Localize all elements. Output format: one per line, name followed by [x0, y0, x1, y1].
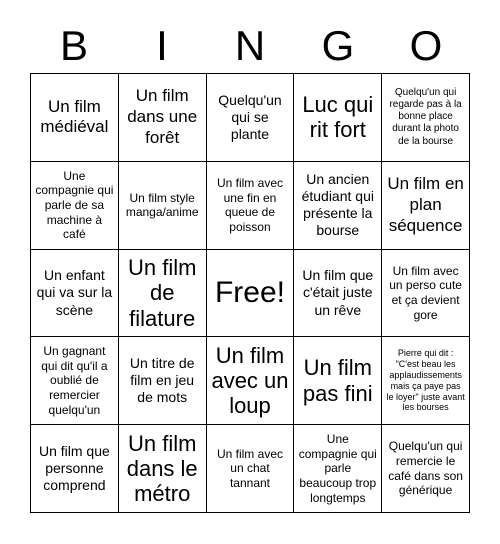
header-letter-b: B: [59, 22, 88, 69]
header-letter-o: O: [409, 22, 443, 69]
bingo-cell[interactable]: Un film avec un chat tannant: [207, 425, 295, 513]
bingo-cell[interactable]: Une compagnie qui parle de sa machine à café: [31, 162, 119, 250]
bingo-cell[interactable]: Luc qui rit fort: [294, 74, 382, 162]
bingo-cell[interactable]: Un enfant qui va sur la scène: [31, 250, 119, 338]
bingo-cell[interactable]: Quelqu'un qui regarde pas à la bonne place durant la photo de la bourse: [382, 74, 470, 162]
header-letter-i: I: [156, 22, 168, 69]
bingo-header: [30, 18, 470, 73]
bingo-cell[interactable]: Un film que c'était juste un rêve: [294, 250, 382, 338]
bingo-cell[interactable]: Un film en plan séquence: [382, 162, 470, 250]
bingo-cell[interactable]: Un ancien étudiant qui présente la bourse: [294, 162, 382, 250]
bingo-cell[interactable]: Un film dans une forêt: [119, 74, 207, 162]
bingo-cell[interactable]: Un film de filature: [119, 250, 207, 338]
bingo-cell[interactable]: Un film avec un loup: [207, 337, 295, 425]
bingo-cell[interactable]: Un film médiéval: [31, 74, 119, 162]
header-letter-g: G: [321, 22, 355, 69]
bingo-cell[interactable]: Une compagnie qui parle beaucoup trop longtemps: [294, 425, 382, 513]
bingo-cell[interactable]: Quelqu'un qui se plante: [207, 74, 295, 162]
bingo-cell[interactable]: Un film pas fini: [294, 337, 382, 425]
header-letter-n: N: [234, 22, 266, 69]
bingo-cell[interactable]: Quelqu'un qui remercie le café dans son générique: [382, 425, 470, 513]
bingo-cell[interactable]: Un film avec un perso cute et ça devient gore: [382, 250, 470, 338]
bingo-cell[interactable]: Un gagnant qui dit qu'il a oublié de remercier quelqu'un: [31, 337, 119, 425]
free-cell[interactable]: Free!: [207, 250, 295, 338]
bingo-grid: [30, 73, 470, 513]
bingo-cell[interactable]: Un titre de film en jeu de mots: [119, 337, 207, 425]
bingo-cell[interactable]: Un film avec une fin en queue de poisson: [207, 162, 295, 250]
bingo-cell[interactable]: Un film que personne comprend: [31, 425, 119, 513]
bingo-cell[interactable]: Pierre qui dit : "C'est beau les applaudissements mais ça paye pas le loyer" juste avant les bourses: [382, 337, 470, 425]
bingo-cell[interactable]: Un film style manga/anime: [119, 162, 207, 250]
bingo-cell[interactable]: Un film dans le métro: [119, 425, 207, 513]
